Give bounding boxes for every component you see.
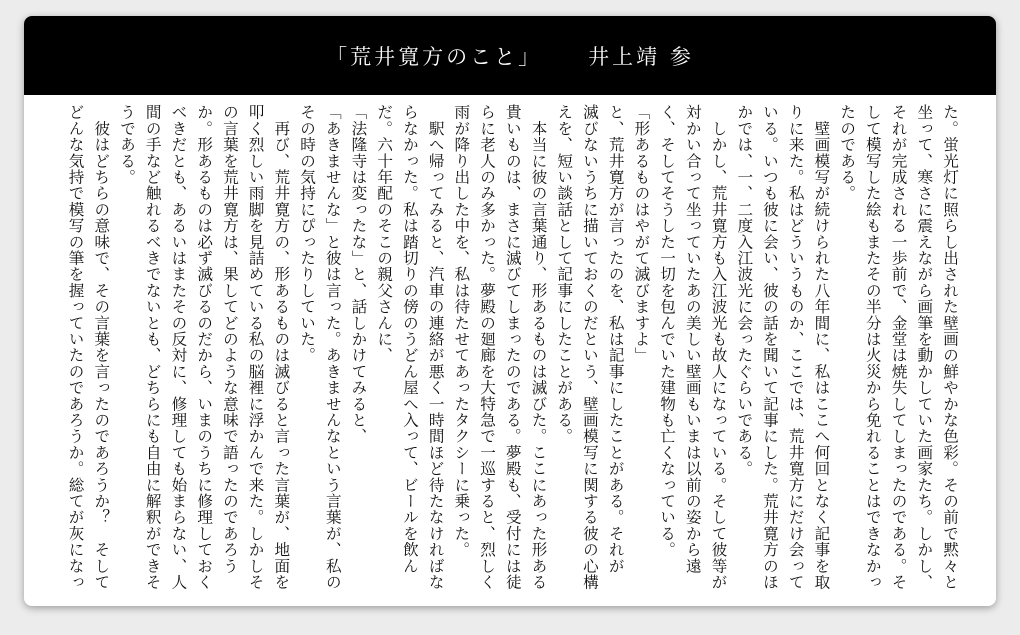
text-column: と、荒井寛方が言ったのを、私は記事にしたことがある。それが — [606, 104, 625, 574]
text-column: らなかった。私は踏切りの傍のうどん屋へ入って、ビールを飲ん — [400, 104, 419, 574]
text-column: 貴いものは、まさに滅びてしまったのである。夢殿も、受付には徒 — [503, 104, 522, 590]
text-column: どんな気持で模写の筆を握っていたのであろうか。総てが灰になっ — [66, 104, 85, 590]
title-bar — [24, 16, 996, 95]
text-column: 対かい合って坐っていたあの美しい壁画もいまは以前の姿から遠 — [683, 104, 702, 574]
text-column: 雨が降り出した中を、私は待たせてあったタクシーに乗った。 — [452, 104, 471, 558]
text-column: たのである。 — [838, 104, 857, 202]
text-column: その時の気持にぴったりしていた。 — [298, 104, 317, 364]
text-column: 滅びないうちに描いておくのだという、壁画模写に関する彼の心構 — [580, 104, 599, 590]
text-column: 駅へ帰ってみると、汽車の連絡が悪く一時間ほど待たなければな — [426, 104, 445, 590]
text-column: だ。六十年配のそこの親父さんに、 — [375, 104, 394, 364]
text-column: の言葉を荒井寛方は、果してどのような意味で語ったのであろう — [220, 104, 239, 574]
text-column: く、そしてそうした一切を包んでいた建物も亡くなっている。 — [658, 104, 677, 558]
text-column: えを、短い談話として記事にしたことがある。 — [555, 104, 574, 445]
essay-title: 「荒井寛方のこと」 — [326, 44, 543, 69]
vertical-text-body — [64, 104, 964, 599]
text-column: た。蛍光灯に照らし出された壁画の鮮やかな色彩。その前で黙々と — [941, 104, 959, 590]
document-card — [24, 16, 996, 606]
text-column: か。形あるものは必ず滅びるのだから、いまのうちに修理しておく — [195, 104, 214, 590]
text-column: らに老人のみ多かった。夢殿の廻廊を大特急で一巡すると、烈しく — [478, 104, 497, 590]
text-column: べきだとも、あるいはまたその反対に、修理しても始まらない、人 — [169, 104, 188, 590]
text-column: 彼はどちらの意味で、その言葉を言ったのであろうか？ そして — [92, 104, 111, 590]
text-column: 本当に彼の言葉通り、形あるものは滅びた。ここにあった形ある — [529, 104, 548, 590]
text-column: して模写した絵もまたその半分は火災から免れることはできなかっ — [863, 104, 882, 590]
essay-author: 井上靖 参 — [588, 44, 694, 69]
text-column: それが完成される一歩前で、金堂は焼失してしまったのである。そ — [889, 104, 908, 590]
text-column: 間の手など触れるべきでないとも、どちらにも自由に解釈ができそ — [143, 104, 162, 590]
text-column: しかし、荒井寛方も入江波光も故人になっている。そして彼等が — [709, 104, 728, 590]
text-column: 坐って、寒さに震えながら画筆を動かしていた画家たち。しかし、 — [915, 104, 934, 590]
text-column: 再び、荒井寛方の、形あるものは滅びると言った言葉が、地面を — [272, 104, 291, 590]
text-column: りに来た。私はどういうものか、ここでは、荒井寛方にだけ会って — [786, 104, 805, 590]
text-column: 叩く烈しい雨脚を見詰めている私の脳裡に浮かんで来た。しかしそ — [246, 104, 265, 590]
text-column: 「あきませんな」と彼は言った。あきませんなという言葉が、私の — [323, 104, 342, 590]
text-column: 「形あるものはやがて滅びますよ」 — [632, 104, 651, 364]
text-column: うである。 — [118, 104, 136, 185]
text-column: かでは、一、二度入江波光に会ったぐらいである。 — [735, 104, 754, 477]
text-column: 「法隆寺は変ったな」と、話しかけてみると、 — [349, 104, 368, 445]
text-column: 壁画模写が続けられた八年間に、私はここへ何回となく記事を取 — [812, 104, 831, 590]
text-column: いる。いつも彼に会い、彼の話を聞いて記事にした。荒井寛方のほ — [760, 104, 779, 590]
